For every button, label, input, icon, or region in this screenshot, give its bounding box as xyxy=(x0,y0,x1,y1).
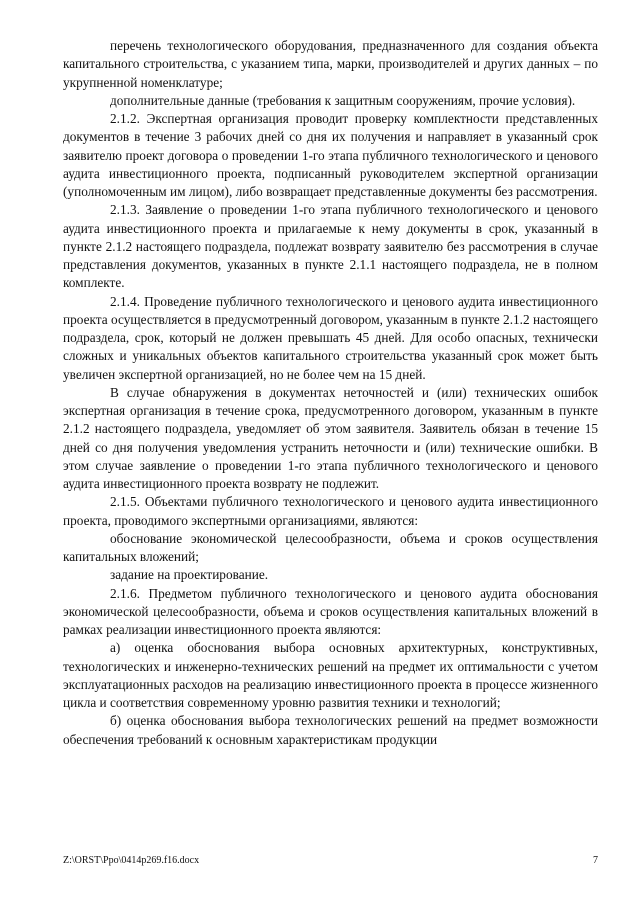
document-body xyxy=(63,37,598,749)
paragraph: перечень технологического оборудования, предназначенного для создания объекта капитального строительства, с указанием типа, марки, производителей и других данных – по укрупненной номенклатуре; xyxy=(63,38,598,90)
paragraph: 2.1.6. Предметом публичного технологического и ценового аудита обоснования экономической целесообразности, объема и сроков осуществления капитальных вложений в рамках реализации инвестиционного проекта являются: xyxy=(63,585,598,637)
paragraph: 2.1.4. Проведение публичного технологического и ценового аудита инвестиционного проекта осуществляется в предусмотренный договором, указанным в пункте 2.1.2 настоящего подраздела, срок, который не должен превышать 45 дней. Для особо опасных, технически сложных и уникальных объектов капитального строительства указанный срок может быть увеличен экспертной организацией, но не более чем на 15 дней. xyxy=(63,293,598,382)
footer-file-path: Z:\ORST\Ppo\0414p269.f16.docx xyxy=(63,855,200,866)
paragraph: 2.1.2. Экспертная организация проводит проверку комплектности представленных документов в течение 3 рабочих дней со дня их получения и направляет в указанный срок заявителю проект договора о проведении 1-го этапа публичного технологического и ценового аудита инвестиционного проекта, подписанный руководителем экспертной организации (уполномоченным им лицом), либо возвращает представленные документы без рассмотрения. xyxy=(63,111,598,199)
paragraph: 2.1.3. Заявление о проведении 1-го этапа публичного технологического и ценового аудита инвестиционного проекта и прилагаемые к нему документы в срок, указанный в пункте 2.1.2 настоящего подраздела, подлежат возврату заявителю без рассмотрения в случае представления документов, указанных в пункте 2.1.1 настоящего подраздела, не в полном комплекте. xyxy=(63,202,598,291)
paragraph: обоснование экономической целесообразности, объема и сроков осуществления капитальных вложений; xyxy=(63,530,598,564)
page-number: 7 xyxy=(593,855,598,866)
paragraph: задание на проектирование. xyxy=(110,567,269,583)
paragraph: В случае обнаружения в документах неточностей и (или) технических ошибок экспертная организация в течение срока, предусмотренного договором, указанным в пункте 2.1.2 настоящего подраздела, уведомляет об этом заявителя. Заявитель обязан в течение 15 дней со дня получения уведомления устранить неточности и (или) технические ошибки. В этом случае заявление о проведении 1-го этапа публичного технологического и ценового аудита инвестиционного проекта возврату не подлежит. xyxy=(63,384,598,491)
paragraph: а) оценка обоснования выбора основных архитектурных, конструктивных, технологических и инженерно-технических решений на предмет их оптимальности с учетом эксплуатационных расходов на реализацию инвестиционного проекта в процессе жизненного цикла и соответствия современному уровню развития техники и технологий; xyxy=(63,640,598,710)
paragraph: дополнительные данные (требования к защитным сооружениям, прочие условия). xyxy=(110,92,576,108)
paragraph: б) оценка обоснования выбора технологических решений на предмет возможности обеспечения требований к основным характеристикам продукции xyxy=(63,713,598,747)
paragraph: 2.1.5. Объектами публичного технологического и ценового аудита инвестиционного проекта, проводимого экспертными организациями, являются: xyxy=(63,494,598,528)
